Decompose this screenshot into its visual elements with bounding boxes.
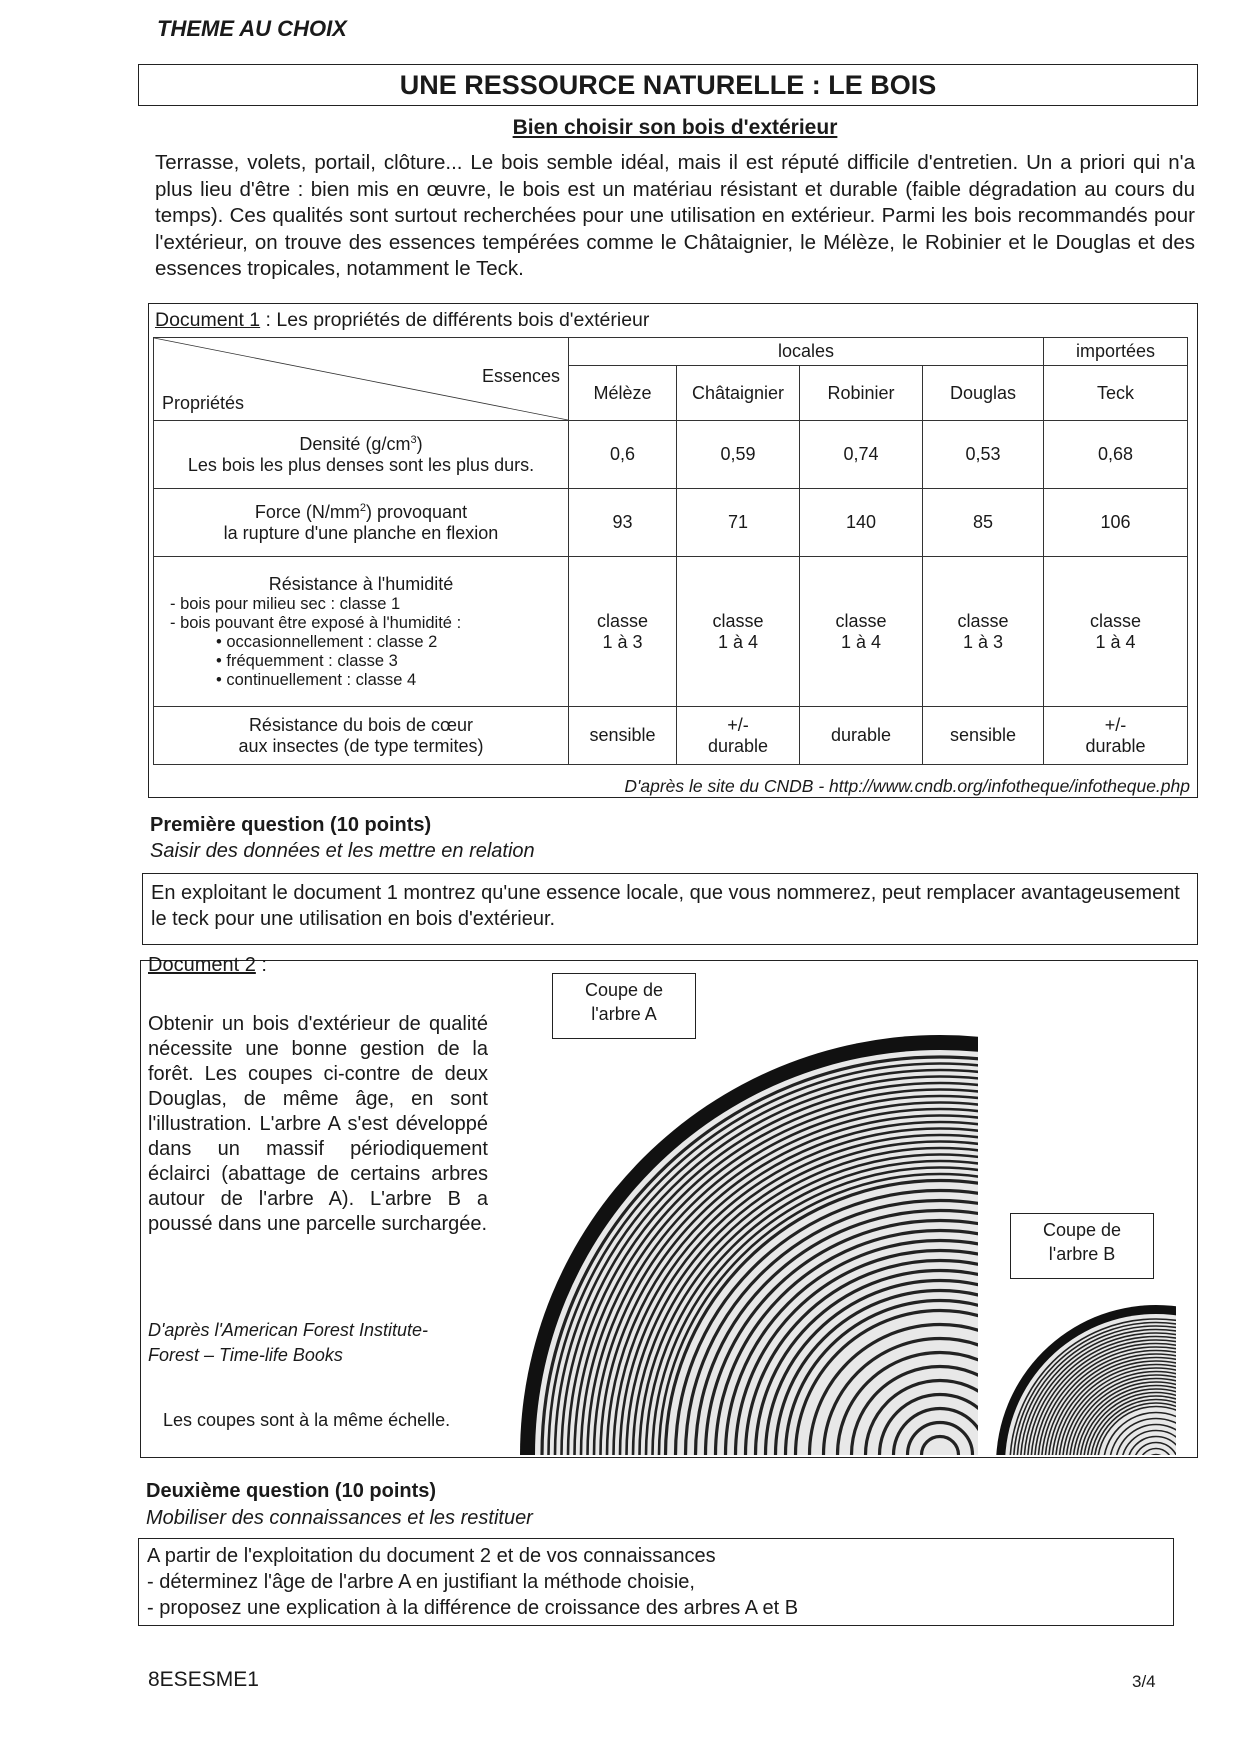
- species-header: Robinier: [800, 366, 923, 421]
- question-2-title: Deuxième question (10 points): [146, 1480, 437, 1502]
- question-2-subtitle: Mobiliser des connaissances et les restituer: [146, 1507, 533, 1529]
- table-cell: 93: [569, 489, 677, 557]
- document-2-source: D'après l'American Forest Institute- Forest – Time-life Books: [148, 1320, 428, 1365]
- table-cell: classe 1 à 4: [677, 557, 800, 707]
- species-header: Douglas: [923, 366, 1044, 421]
- question-1-subtitle: Saisir des données et les mettre en relation: [150, 840, 535, 862]
- header-proprietes: Propriétés: [162, 393, 245, 413]
- species-header: Mélèze: [569, 366, 677, 421]
- row-label-force: Force $(N/mm^2)$ provoquant la rupture d'une planche en flexion: [154, 489, 569, 557]
- document-2-text: Obtenir un bois d'extérieur de qualité nécessite une bonne gestion de la forêt. Les coupes ci-contre de deux Douglas, de même âge, en sont l'illustration. L'arbre A s'est développé dans un massif périodiquement éclairci (abattage de certains arbres autour de l'arbre A). L'arbre B a poussé dans une parcelle surchargée.: [148, 1013, 488, 1235]
- document-1-label: Document 1: [155, 309, 261, 331]
- row-label-densite: Densité $(g/cm^3)$ Les bois les plus denses sont les plus durs.: [154, 421, 569, 489]
- label-tree-b: Coupe de l'arbre B: [1010, 1213, 1154, 1279]
- row-label-insectes: Résistance du bois de cœur aux insectes (de type termites): [154, 707, 569, 765]
- group-importees: importées: [1044, 338, 1188, 366]
- page-number: 3/4: [1132, 1672, 1156, 1691]
- table-cell: 0,68: [1044, 421, 1188, 489]
- question-1-title: Première question (10 points): [150, 814, 432, 836]
- theme-heading: THEME AU CHOIX: [157, 16, 347, 41]
- table-cell: +/- durable: [677, 707, 800, 765]
- table-cell: 0,53: [923, 421, 1044, 489]
- table-cell: sensible: [569, 707, 677, 765]
- table-cell: classe 1 à 4: [800, 557, 923, 707]
- document-1-caption: : Les propriétés de différents bois d'extérieur: [260, 309, 650, 331]
- document-2-label: Document 2: [148, 954, 256, 976]
- question-2-box: [138, 1538, 1174, 1626]
- table-cell: classe 1 à 4: [1044, 557, 1188, 707]
- intro-paragraph: Terrasse, volets, portail, clôture... Le bois semble idéal, mais il est réputé difficile d'entretien. Un a priori qui n'a plus lieu d'être : bien mis en œuvre, le bois est un matériau résistant et durable (faible dégradation au cours du temps). Ces qualités sont surtout recherchées pour une utilisation en extérieur. Parmi les bois recommandés pour l'extérieur, on trouve des essences tempérées comme le Châtaignier, le Mélèze, le Robinier et le Douglas et des essences tropicales, notamment le Teck.: [155, 151, 1195, 280]
- document-2-title: Document 2 :: [148, 954, 267, 976]
- document-1-source: D'après le site du CNDB - http://www.cndb.org/infotheque/infotheque.php: [624, 776, 1190, 796]
- question-2-line: - déterminez l'âge de l'arbre A en justifiant la méthode choisie,: [147, 1571, 695, 1593]
- table-cell: classe 1 à 3: [923, 557, 1044, 707]
- scale-note: Les coupes sont à la même échelle.: [163, 1410, 451, 1430]
- tree-a-cross-section-image: [520, 985, 985, 1455]
- table-cell: sensible: [923, 707, 1044, 765]
- table-cell: 0,74: [800, 421, 923, 489]
- page-subtitle: Bien choisir son bois d'extérieur: [512, 116, 838, 139]
- header-essences: Essences: [481, 366, 560, 386]
- table-cell: durable: [800, 707, 923, 765]
- question-2-line: A partir de l'exploitation du document 2 et de vos connaissances: [147, 1545, 716, 1567]
- properties-table: [153, 337, 1188, 765]
- species-header: Châtaignier: [677, 366, 800, 421]
- document-code: 8ESESME1: [148, 1668, 259, 1691]
- page-title: UNE RESSOURCE NATURELLE : LE BOIS: [138, 64, 1198, 106]
- question-1-box: [142, 873, 1198, 945]
- table-cell: +/- durable: [1044, 707, 1188, 765]
- group-locales: locales: [569, 338, 1044, 366]
- table-cell: 140: [800, 489, 923, 557]
- table-cell: 106: [1044, 489, 1188, 557]
- table-cell: 85: [923, 489, 1044, 557]
- table-cell: 0,6: [569, 421, 677, 489]
- table-cell: 0,59: [677, 421, 800, 489]
- table-corner-header: [154, 338, 569, 421]
- label-tree-a: Coupe de l'arbre A: [552, 973, 696, 1039]
- question-1-text: En exploitant le document 1 montrez qu'une essence locale, que vous nommerez, peut remplacer avantageusement le teck pour une utilisation en bois d'extérieur.: [151, 882, 1180, 930]
- row-label-humidite: Résistance à l'humidité - bois pour milieu sec : classe 1 - bois pouvant être exposé à l'humidité : • occasionnellement : classe 2 • fréquemment : classe 3 • continuellement : classe 4: [154, 557, 569, 707]
- species-header: Teck: [1044, 366, 1188, 421]
- document-1-title: [155, 309, 649, 332]
- tree-b-cross-section-image: [996, 1305, 1176, 1455]
- table-cell: 71: [677, 489, 800, 557]
- question-2-line: - proposez une explication à la différence de croissance des arbres A et B: [147, 1597, 799, 1619]
- table-cell: classe 1 à 3: [569, 557, 677, 707]
